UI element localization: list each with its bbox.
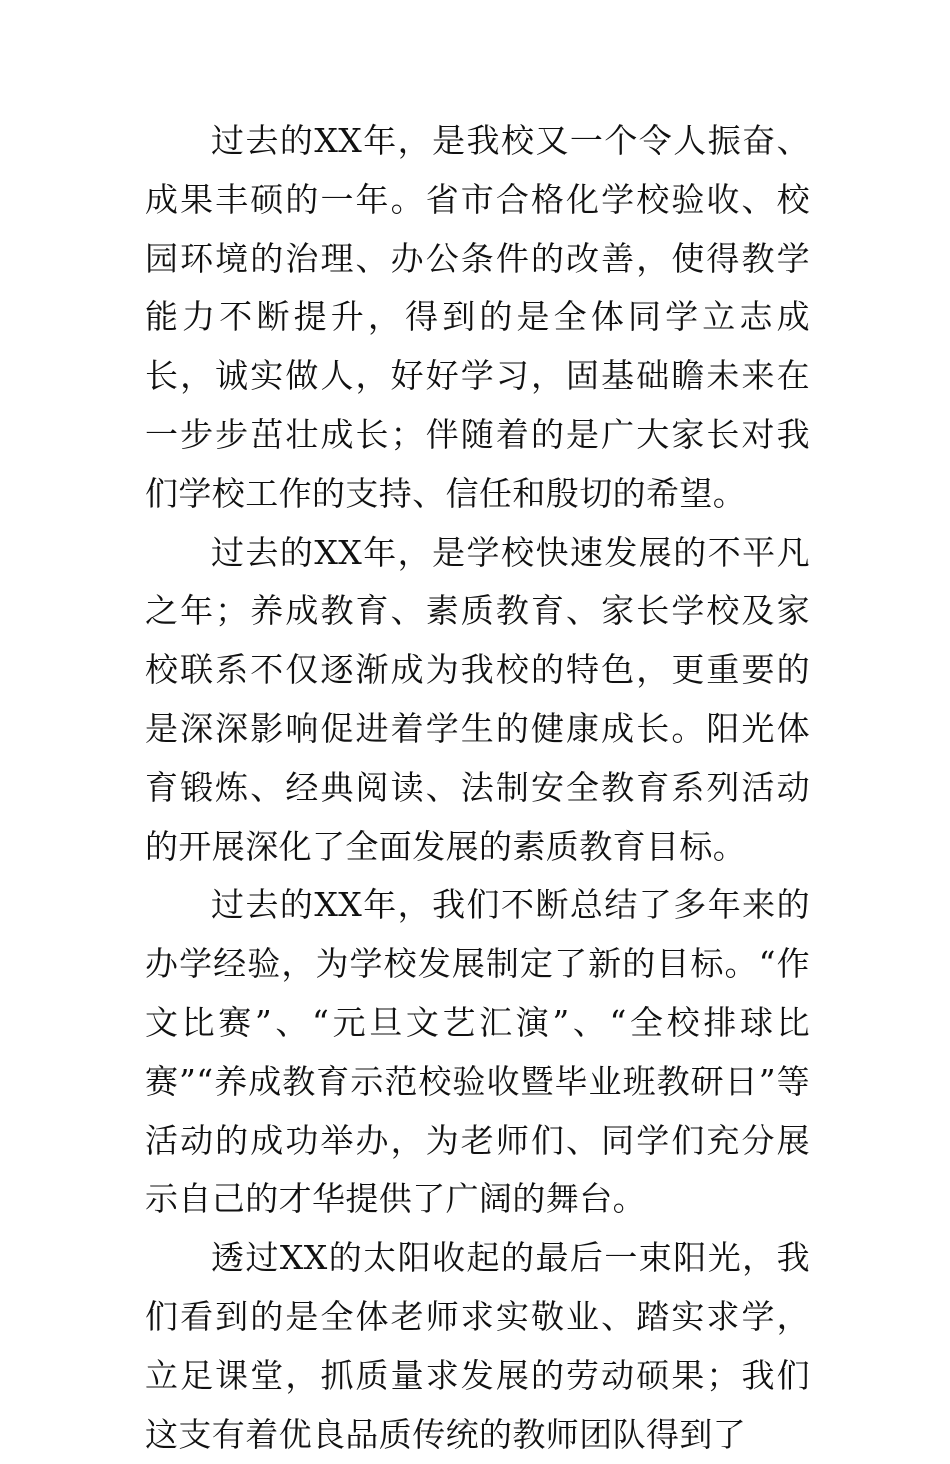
paragraph-3: 过去的XX年，我们不断总结了多年来的办学经验，为学校发展制定了新的目标。“作文比赛”、“元旦文艺汇演”、“全校排球比赛”“养成教育示范校验收暨毕业班教研日”等活动的成功举办，为老师们、同学们充分展示自己的才华提供了广阔的舞台。: [145, 885, 810, 1219]
paragraph-1: 过去的XX年，是我校又一个令人振奋、成果丰硕的一年。省市合格化学校验收、校园环境的治理、办公条件的改善，使得教学能力不断提升，得到的是全体同学立志成长，诚实做人，好好学习，固基础瞻未来在一步步茁壮成长；伴随着的是广大家长对我们学校工作的支持、信任和殷切的希望。: [145, 121, 810, 513]
paragraph-4: 透过XX的太阳收起的最后一束阳光，我们看到的是全体老师求实敬业、踏实求学，立足课堂，抓质量求发展的劳动硕果；我们这支有着优良品质传统的教师团队得到了: [145, 1238, 810, 1454]
paragraph-2: 过去的XX年，是学校快速发展的不平凡之年；养成教育、素质教育、家长学校及家校联系不仅逐渐成为我校的特色，更重要的是深深影响促进着学生的健康成长。阳光体育锻炼、经典阅读、法制安全教育系列活动的开展深化了全面发展的素质教育目标。: [145, 532, 810, 866]
document-body: [145, 112, 810, 1464]
